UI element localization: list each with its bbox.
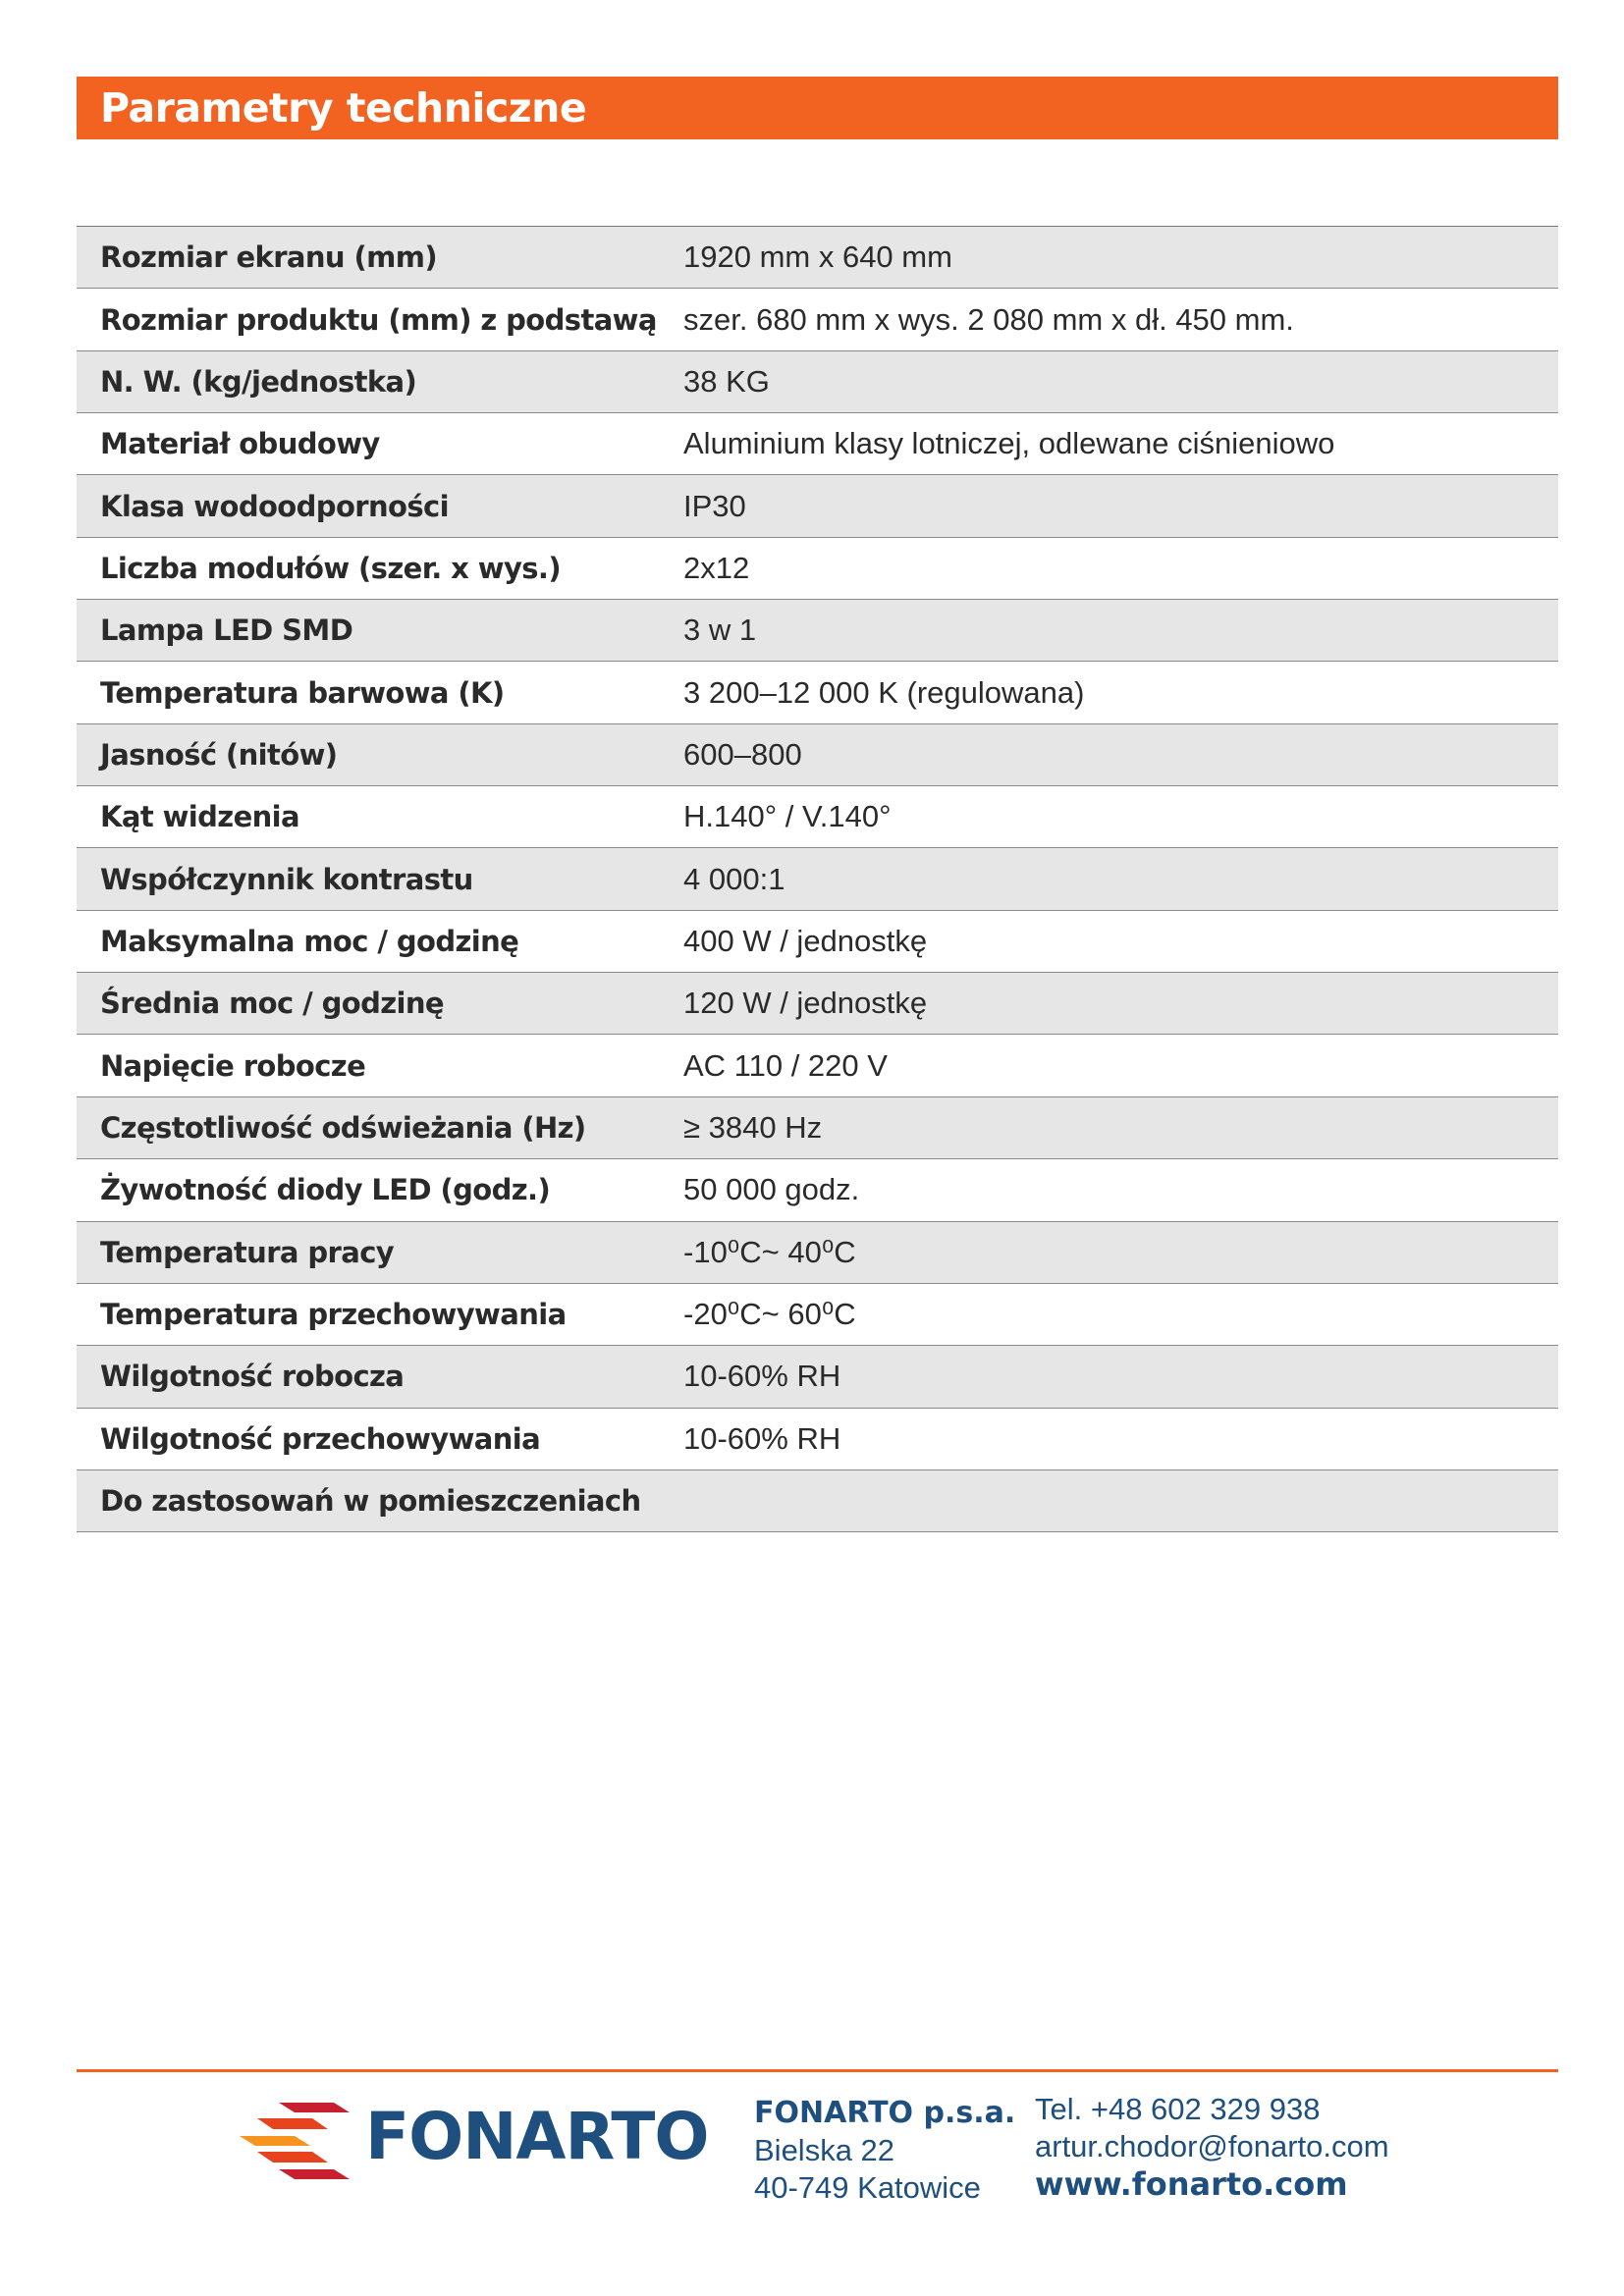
specifications-table [77, 226, 1558, 1532]
company-address [754, 2095, 1015, 2207]
spec-label: Rozmiar ekranu (mm) [77, 227, 683, 289]
spec-label: Wilgotność robocza [77, 1346, 683, 1408]
spec-value: szer. 680 mm x wys. 2 080 mm x dł. 450 mm. [683, 289, 1558, 350]
section-header [77, 77, 1558, 139]
spec-value: IP30 [683, 475, 1558, 537]
spec-value: 10-60% RH [683, 1408, 1558, 1469]
spec-value: Aluminium klasy lotniczej, odlewane ciśnieniowo [683, 413, 1558, 475]
spec-label: Częstotliwość odświeżania (Hz) [77, 1096, 683, 1158]
spec-label: Klasa wodoodporności [77, 475, 683, 537]
spec-value: 2x12 [683, 537, 1558, 599]
spec-row [77, 413, 1558, 475]
company-street: Bielska 22 [754, 2133, 895, 2167]
spec-label: Współczynnik kontrastu [77, 848, 683, 910]
spec-row [77, 910, 1558, 972]
spec-row [77, 289, 1558, 350]
spec-label: Temperatura barwowa (K) [77, 662, 683, 723]
spec-label: Lampa LED SMD [77, 600, 683, 662]
spec-value: -10⁰C~ 40⁰C [683, 1221, 1558, 1283]
spec-row [77, 1346, 1558, 1408]
spec-row [77, 1469, 1558, 1531]
spec-row [77, 973, 1558, 1035]
phone-number[interactable]: Tel. +48 602 329 938 [1035, 2092, 1321, 2126]
spec-label: Wilgotność przechowywania [77, 1408, 683, 1469]
spec-value: 600–800 [683, 723, 1558, 785]
spec-value: 3 200–12 000 K (regulowana) [683, 662, 1558, 723]
spec-value: 38 KG [683, 350, 1558, 412]
spec-label: Temperatura przechowywania [77, 1283, 683, 1345]
spec-label: Do zastosowań w pomieszczeniach [77, 1469, 683, 1531]
spec-value: 50 000 godz. [683, 1159, 1558, 1221]
spec-value [683, 1469, 1558, 1531]
spec-label: Napięcie robocze [77, 1035, 683, 1096]
spec-label: Materiał obudowy [77, 413, 683, 475]
spec-row [77, 848, 1558, 910]
spec-value: 3 w 1 [683, 600, 1558, 662]
spec-row [77, 1408, 1558, 1469]
spec-value: AC 110 / 220 V [683, 1035, 1558, 1096]
spec-label: Liczba modułów (szer. x wys.) [77, 537, 683, 599]
footer-divider [77, 2069, 1558, 2072]
spec-row [77, 475, 1558, 537]
spec-label: Kąt widzenia [77, 786, 683, 848]
spec-label: Maksymalna moc / godzinę [77, 910, 683, 972]
spec-value: 400 W / jednostkę [683, 910, 1558, 972]
company-name: FONARTO p.s.a. [754, 2096, 1016, 2130]
spec-row [77, 723, 1558, 785]
spec-label: Jasność (nitów) [77, 723, 683, 785]
spec-row [77, 1159, 1558, 1221]
spec-value: H.140° / V.140° [683, 786, 1558, 848]
section-title: Parametry techniczne [100, 84, 587, 132]
email-link[interactable]: artur.chodor@fonarto.com [1035, 2129, 1389, 2163]
company-city: 40-749 Katowice [754, 2170, 981, 2205]
spec-row [77, 1035, 1558, 1096]
spec-label: Temperatura pracy [77, 1221, 683, 1283]
fonarto-logo-text: FONARTO [365, 2099, 709, 2174]
spec-label: Średnia moc / godzinę [77, 973, 683, 1035]
spec-row [77, 1096, 1558, 1158]
spec-row [77, 600, 1558, 662]
company-contact [1035, 2091, 1389, 2203]
spec-row [77, 662, 1558, 723]
spec-value: 120 W / jednostkę [683, 973, 1558, 1035]
spec-value: 4 000:1 [683, 848, 1558, 910]
website-link[interactable]: www.fonarto.com [1035, 2165, 1348, 2203]
spec-row [77, 1283, 1558, 1345]
spec-label: Rozmiar produktu (mm) z podstawą [77, 289, 683, 350]
spec-row [77, 227, 1558, 289]
spec-row [77, 350, 1558, 412]
spec-row [77, 1221, 1558, 1283]
spec-label: Żywotność diody LED (godz.) [77, 1159, 683, 1221]
spec-row [77, 786, 1558, 848]
spec-label: N. W. (kg/jednostka) [77, 350, 683, 412]
spec-row [77, 537, 1558, 599]
spec-value: -20⁰C~ 60⁰C [683, 1283, 1558, 1345]
spec-value: ≥ 3840 Hz [683, 1096, 1558, 1158]
spec-value: 10-60% RH [683, 1346, 1558, 1408]
spec-value: 1920 mm x 640 mm [683, 227, 1558, 289]
